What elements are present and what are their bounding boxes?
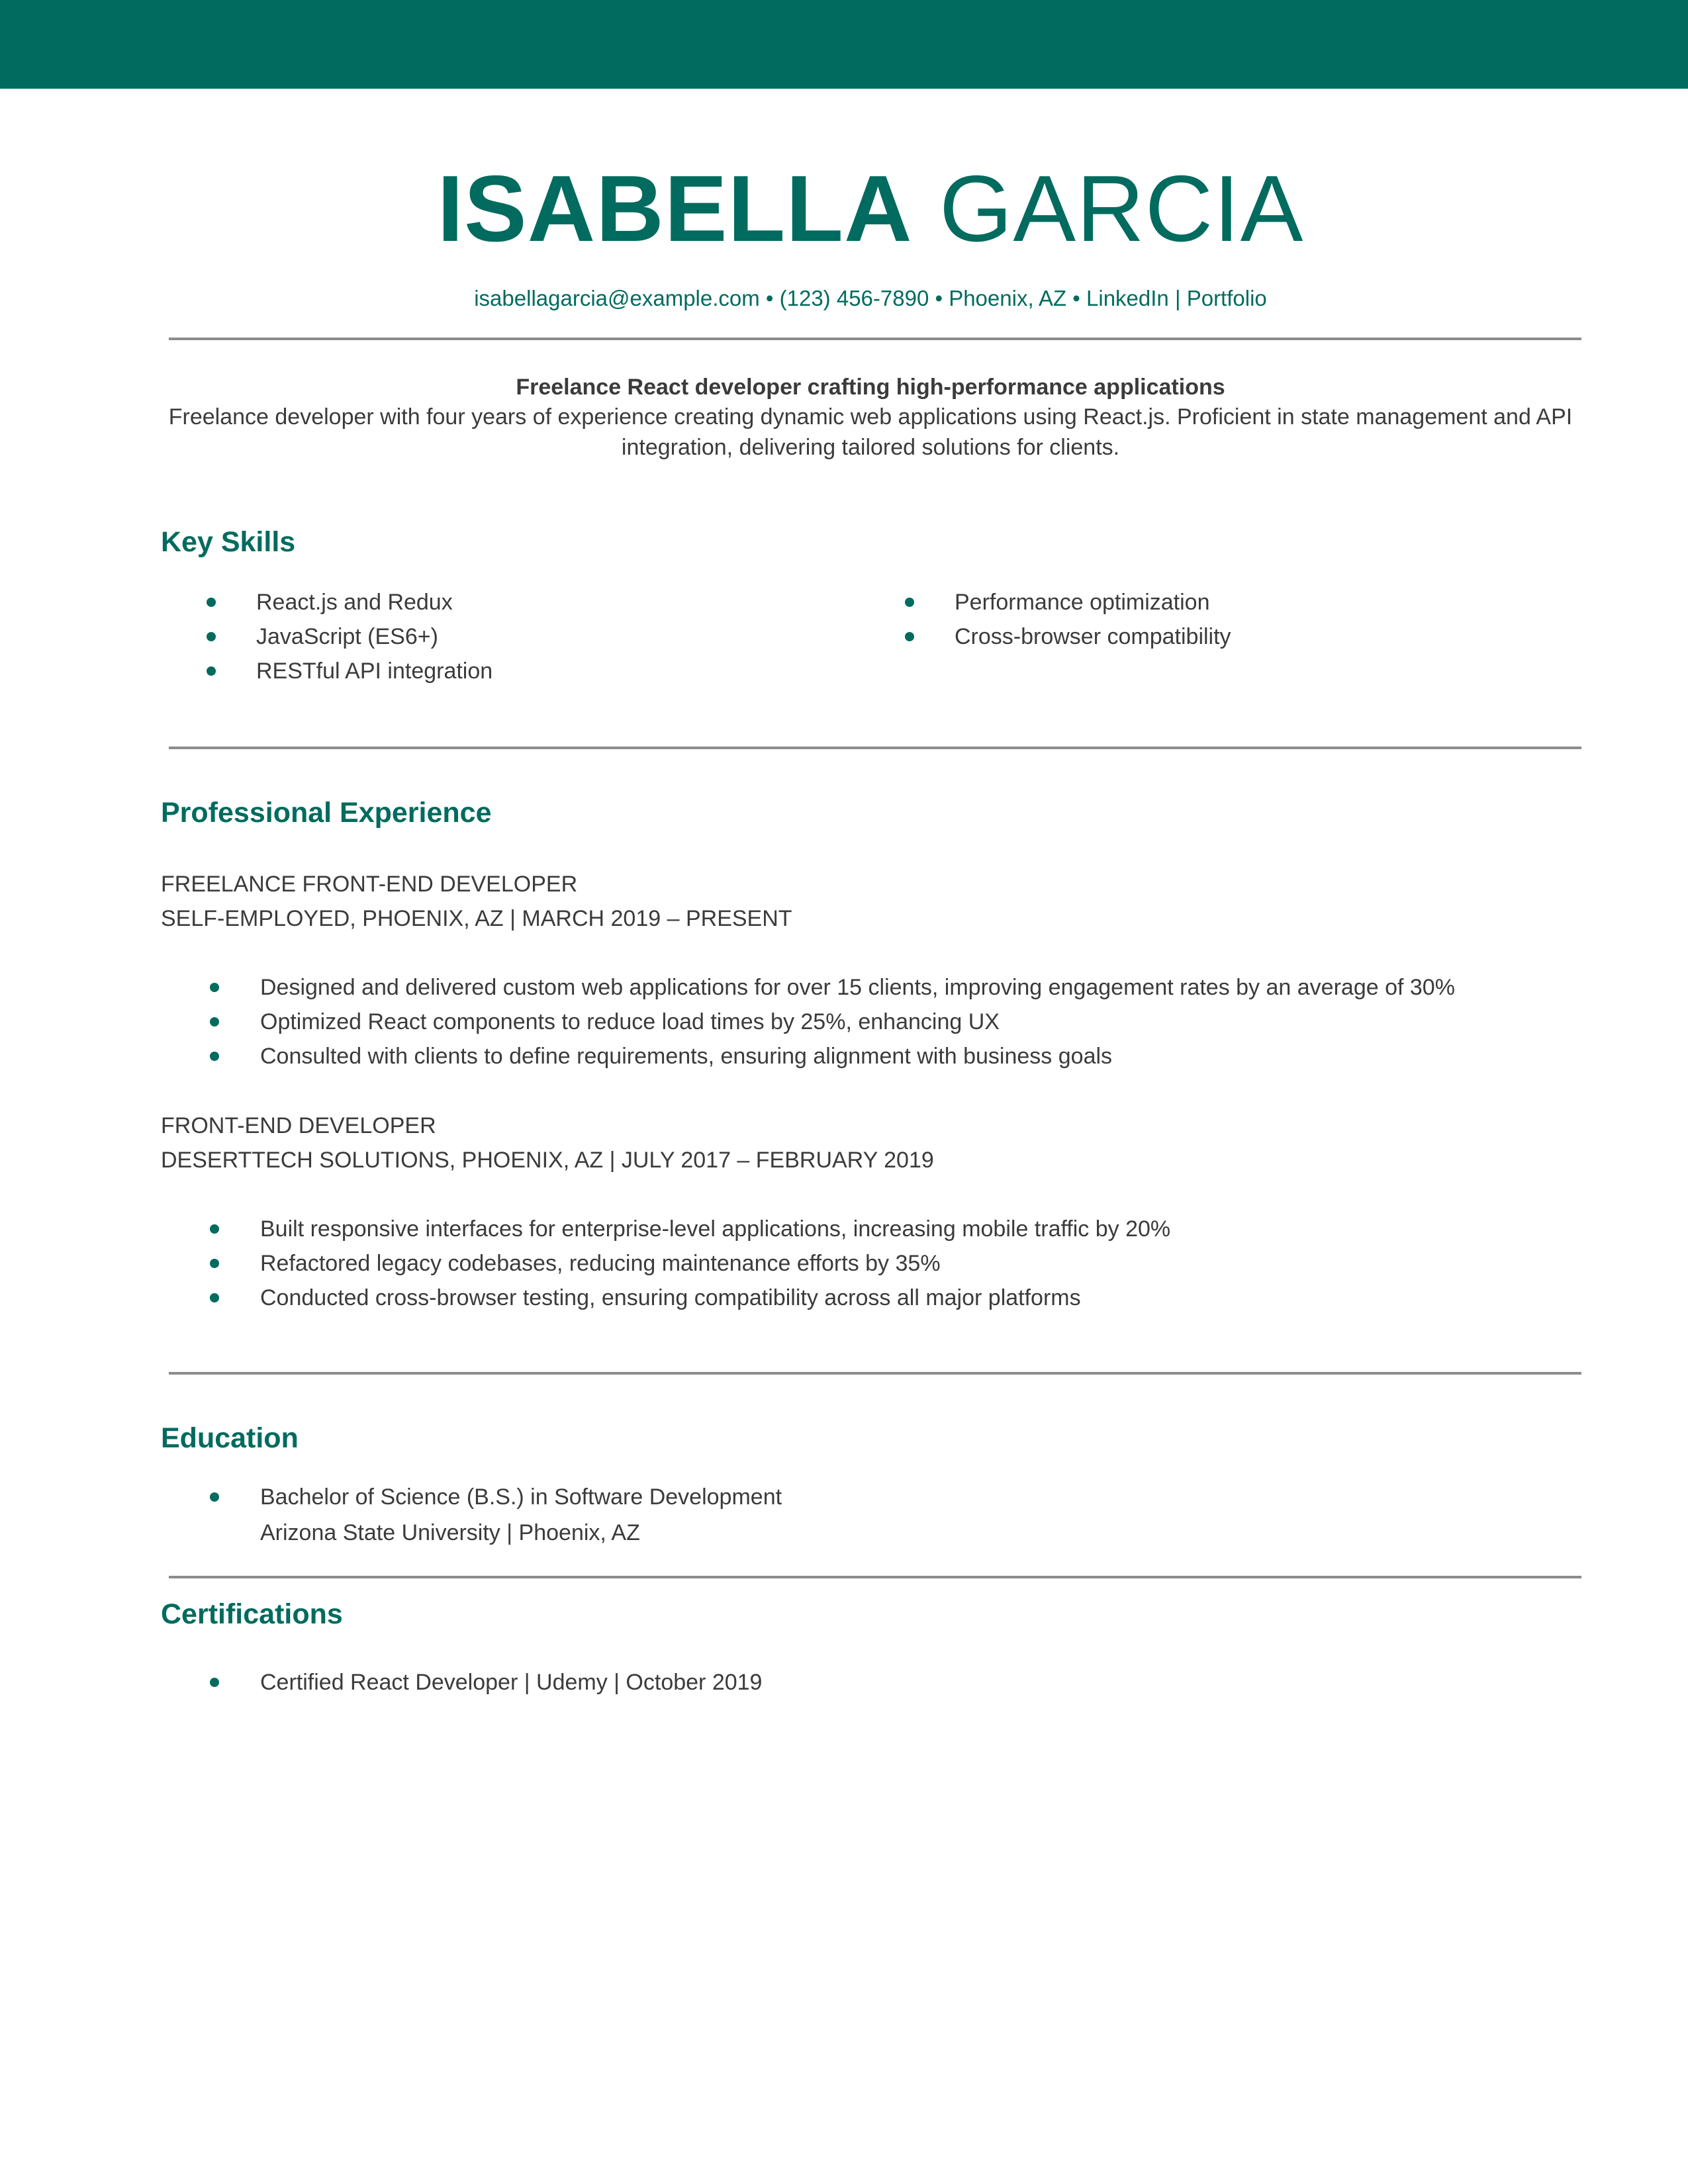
list-item: Cross-browser compatibility — [859, 619, 1231, 654]
divider — [169, 338, 1581, 340]
skills-list-right — [859, 585, 1231, 654]
list-item: Performance optimization — [859, 585, 1231, 619]
section-title-skills: Key Skills — [161, 526, 296, 558]
degree: Bachelor of Science (B.S.) in Software Development — [260, 1484, 782, 1510]
bullet-icon — [210, 1678, 219, 1687]
summary-title: Freelance React developer crafting high-performance applications — [516, 375, 1225, 400]
section-title-certifications: Certifications — [161, 1598, 343, 1630]
bullet-icon — [905, 598, 914, 607]
list-item: Conducted cross-browser testing, ensuring compatibility across all major platforms — [161, 1281, 1170, 1315]
job-bullets — [161, 1212, 1170, 1315]
list-item: Designed and delivered custom web applications for over 15 clients, improving engagement rates by an average of 30% — [161, 970, 1455, 1005]
bullet-icon — [210, 1293, 219, 1302]
job-company: DESERTTECH SOLUTIONS, PHOENIX, AZ | JULY 2017 – FEBRUARY 2019 — [161, 1148, 934, 1173]
list-item: React.js and Redux — [161, 585, 492, 619]
bullet-icon — [210, 983, 219, 992]
skills-list-left — [161, 585, 492, 688]
candidate-name — [161, 156, 1580, 262]
divider — [169, 1372, 1581, 1375]
job-bullets — [161, 970, 1455, 1073]
header-bar — [0, 0, 1688, 89]
contact-line[interactable]: isabellagarcia@example.com • (123) 456-7890 • Phoenix, AZ • LinkedIn | Portfolio — [474, 286, 1267, 310]
divider — [169, 1576, 1581, 1578]
bullet-icon — [210, 1052, 219, 1061]
list-item: Built responsive interfaces for enterprise-level applications, increasing mobile traffic by 20% — [161, 1212, 1170, 1246]
first-name: ISABELLA — [437, 156, 913, 261]
job-company: SELF-EMPLOYED, PHOENIX, AZ | MARCH 2019 – PRESENT — [161, 906, 792, 931]
school: Arizona State University | Phoenix, AZ — [260, 1520, 640, 1545]
list-item — [161, 1480, 782, 1514]
job-role: FREELANCE FRONT-END DEVELOPER — [161, 872, 578, 897]
summary-text: Freelance developer with four years of experience creating dynamic web applications using React.js. Proficient in state management and API integration, delivering tailored solutions for clients. — [168, 404, 1573, 460]
last-name: GARCIA — [939, 156, 1304, 261]
bullet-icon — [905, 632, 914, 641]
bullet-icon — [207, 598, 216, 607]
list-item: RESTful API integration — [161, 654, 492, 688]
list-item: Consulted with clients to define requirements, ensuring alignment with business goals — [161, 1039, 1455, 1073]
bullet-icon — [210, 1224, 219, 1234]
bullet-icon — [210, 1017, 219, 1026]
bullet-icon — [210, 1259, 219, 1268]
list-item: Optimized React components to reduce load times by 25%, enhancing UX — [161, 1005, 1455, 1039]
certifications-list — [161, 1665, 762, 1700]
list-item: Certified React Developer | Udemy | October 2019 — [161, 1665, 762, 1700]
education-list — [161, 1480, 782, 1514]
section-title-education: Education — [161, 1422, 299, 1454]
section-title-experience: Professional Experience — [161, 797, 492, 829]
bullet-icon — [207, 632, 216, 641]
list-item: Refactored legacy codebases, reducing maintenance efforts by 35% — [161, 1246, 1170, 1281]
divider — [169, 747, 1581, 749]
list-item: JavaScript (ES6+) — [161, 619, 492, 654]
bullet-icon — [207, 666, 216, 676]
bullet-icon — [210, 1492, 219, 1502]
job-role: FRONT-END DEVELOPER — [161, 1113, 436, 1138]
